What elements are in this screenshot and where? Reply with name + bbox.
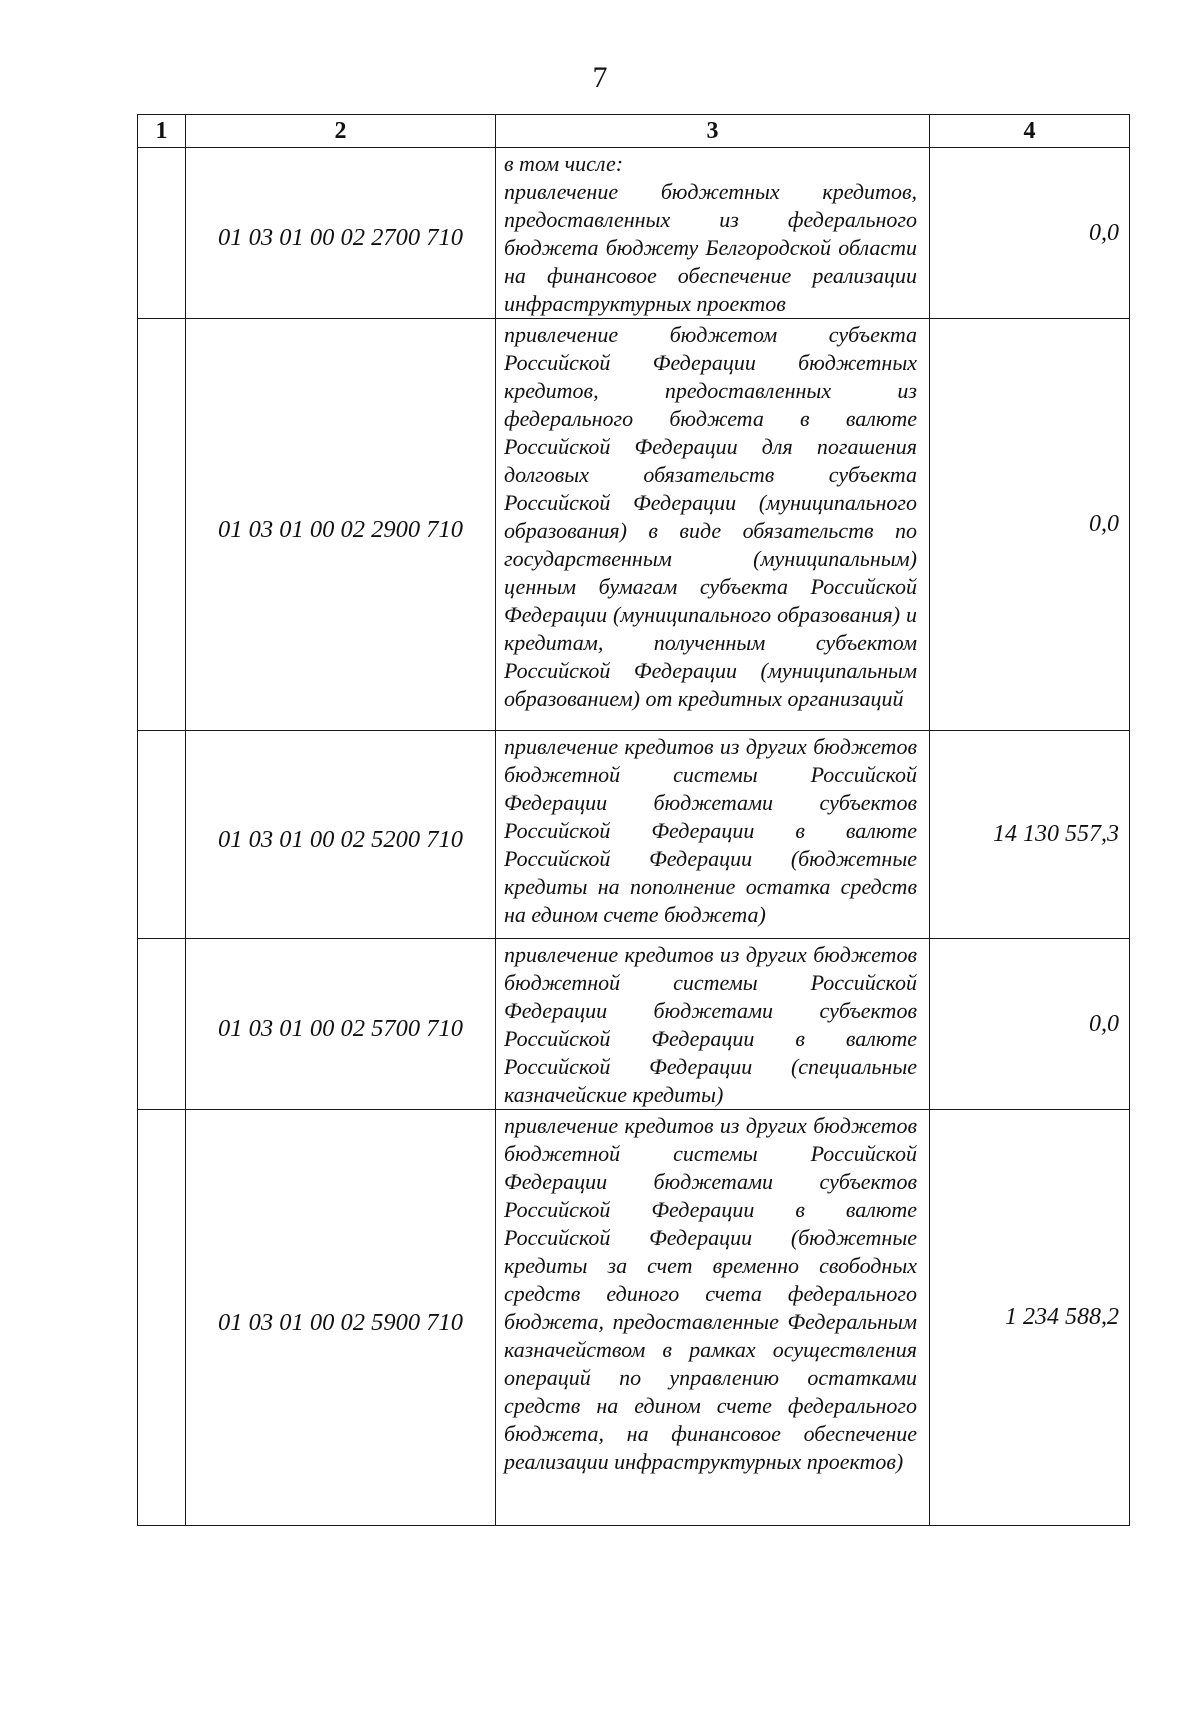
- table-row: [138, 939, 1130, 1110]
- classification-code: 01 03 01 00 02 5200 710: [186, 731, 496, 939]
- description-text: привлечение кредитов из других бюджетов бюджетной системы Российской Федерации бюджетами субъектов Российской Федерации в валюте Российской Федерации (бюджетные кредиты на пополнение остатка средств на едином счете бюджета): [504, 734, 917, 927]
- header-col-1: 1: [138, 115, 186, 148]
- row-number-cell: [138, 939, 186, 1110]
- budget-sources-table: [137, 114, 1130, 1526]
- description-text: привлечение кредитов из других бюджетов бюджетной системы Российской Федерации бюджетами субъектов Российской Федерации в валюте Российской Федерации (бюджетные кредиты за счет временно свободных средств единого счета федерального бюджета, предоставленные Федеральным казначейством в рамках осуществления операций по управлению остатками средств на едином счете федерального бюджета, на финансовое обеспечение реализации инфраструктурных проектов): [504, 1113, 917, 1474]
- classification-code: 01 03 01 00 02 5700 710: [186, 939, 496, 1110]
- amount-value: 0,0: [930, 319, 1130, 731]
- classification-code: 01 03 01 00 02 5900 710: [186, 1110, 496, 1526]
- header-col-2: 2: [186, 115, 496, 148]
- amount-value: 1 234 588,2: [930, 1110, 1130, 1526]
- table-row: [138, 1110, 1130, 1526]
- source-description: [496, 1110, 930, 1526]
- source-description: [496, 939, 930, 1110]
- amount-value: 0,0: [930, 939, 1130, 1110]
- table-row: [138, 731, 1130, 939]
- header-col-4: 4: [930, 115, 1130, 148]
- source-description: [496, 731, 930, 939]
- row-number-cell: [138, 319, 186, 731]
- row-number-cell: [138, 731, 186, 939]
- classification-code: 01 03 01 00 02 2900 710: [186, 319, 496, 731]
- row-number-cell: [138, 148, 186, 319]
- table-row: [138, 148, 1130, 319]
- description-text: привлечение бюджетом субъекта Российской Федерации бюджетных кредитов, предоставленных из федерального бюджета в валюте Российской Федерации для погашения долговых обязательств субъекта Российской Федерации (муниципального образования) в виде обязательств по государственным (муниципальным) ценным бумагам субъекта Российской Федерации (муниципального образования) и кредитам, полученным субъектом Российской Федерации (муниципальным образованием) от кредитных организаций: [504, 322, 917, 711]
- amount-value: 0,0: [930, 148, 1130, 319]
- table-header-row: [138, 115, 1130, 148]
- description-text: привлечение кредитов из других бюджетов бюджетной системы Российской Федерации бюджетами субъектов Российской Федерации в валюте Российской Федерации (специальные казначейские кредиты): [504, 942, 917, 1107]
- description-intro: в том числе:: [504, 151, 624, 176]
- header-col-3: 3: [496, 115, 930, 148]
- source-description: [496, 148, 930, 319]
- amount-value: 14 130 557,3: [930, 731, 1130, 939]
- page-number: 7: [592, 61, 608, 94]
- description-text: привлечение бюджетных кредитов, предоставленных из федерального бюджета бюджету Белгородской области на финансовое обеспечение реализации инфраструктурных проектов: [504, 179, 917, 316]
- source-description: [496, 319, 930, 731]
- classification-code: 01 03 01 00 02 2700 710: [186, 148, 496, 319]
- row-number-cell: [138, 1110, 186, 1526]
- table-row: [138, 319, 1130, 731]
